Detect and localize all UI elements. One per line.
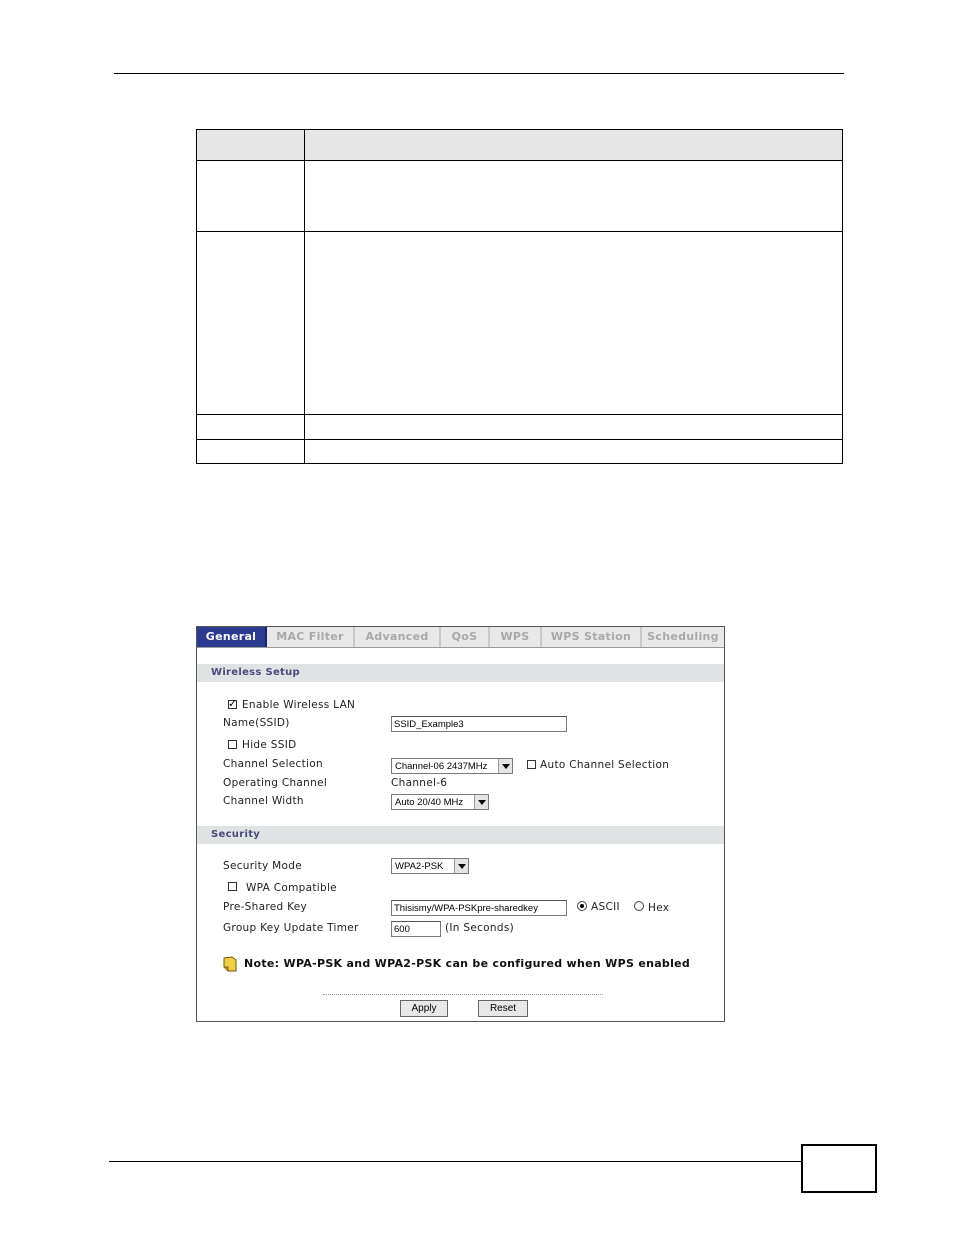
channel-width-value: Auto 20/40 MHz [395, 797, 464, 808]
chevron-down-icon [474, 795, 488, 809]
hide-ssid-checkbox[interactable] [228, 740, 237, 749]
hex-radio[interactable] [634, 901, 644, 911]
enable-wireless-checkbox[interactable] [228, 700, 237, 709]
operating-channel-value: Channel-6 [391, 777, 448, 789]
ssid-input[interactable]: SSID_Example3 [391, 716, 567, 732]
channel-select-value: Channel-06 2437MHz [395, 761, 488, 772]
psk-label: Pre-Shared Key [223, 901, 308, 913]
channel-select[interactable] [391, 758, 513, 774]
hide-ssid-label: Hide SSID [242, 739, 297, 751]
header-rule [114, 73, 844, 74]
security-mode-label: Security Mode [223, 860, 302, 872]
auto-channel-checkbox[interactable] [527, 760, 536, 769]
note-icon [223, 956, 237, 972]
tab-wps[interactable]: WPS [490, 627, 542, 647]
psk-input[interactable]: Thisismy/WPA-PSKpre-sharedkey [391, 900, 567, 916]
page-number-box [801, 1144, 877, 1193]
description-table [196, 129, 843, 464]
channel-width-label: Channel Width [223, 795, 304, 807]
tab-general[interactable]: General [197, 627, 267, 647]
group-key-timer-label: Group Key Update Timer [223, 922, 359, 934]
group-key-timer-unit: (In Seconds) [445, 922, 514, 934]
chevron-down-icon [498, 759, 512, 773]
chevron-down-icon [454, 859, 468, 873]
apply-button[interactable]: Apply [400, 1000, 448, 1017]
table-column-divider [304, 130, 305, 463]
security-mode-select[interactable] [391, 858, 469, 874]
wireless-general-screen [196, 626, 725, 1022]
button-divider [323, 994, 603, 995]
security-header: Security [197, 826, 724, 844]
wireless-setup-header: Wireless Setup [197, 664, 724, 682]
tab-wps-station[interactable]: WPS Station [542, 627, 642, 647]
tab-qos[interactable]: QoS [441, 627, 490, 647]
table-row [197, 414, 842, 439]
security-mode-value: WPA2-PSK [395, 861, 444, 872]
tab-mac-filter[interactable]: MAC Filter [267, 627, 355, 647]
ascii-label: ASCII [591, 901, 620, 913]
table-row [197, 231, 842, 414]
auto-channel-label: Auto Channel Selection [540, 759, 670, 771]
ascii-radio[interactable] [577, 901, 587, 911]
tab-advanced[interactable]: Advanced [355, 627, 441, 647]
operating-channel-label: Operating Channel [223, 777, 328, 789]
table-row [197, 439, 842, 463]
ssid-label: Name(SSID) [223, 717, 290, 729]
wpa-compatible-label: WPA Compatible [246, 882, 337, 894]
wpa-compatible-checkbox[interactable] [228, 882, 237, 891]
group-key-timer-input[interactable]: 600 [391, 921, 441, 937]
reset-button[interactable]: Reset [478, 1000, 528, 1017]
enable-wireless-label: Enable Wireless LAN [242, 699, 356, 711]
table-header-row [197, 130, 842, 160]
wps-note: Note: WPA-PSK and WPA2-PSK can be configured when WPS enabled [244, 957, 691, 970]
hex-label: Hex [648, 902, 670, 914]
tab-scheduling[interactable]: Scheduling [647, 630, 719, 643]
table-row [197, 160, 842, 231]
footer-rule [109, 1161, 801, 1162]
channel-width-select[interactable] [391, 794, 489, 810]
tab-bar [197, 627, 724, 648]
channel-selection-label: Channel Selection [223, 758, 323, 770]
